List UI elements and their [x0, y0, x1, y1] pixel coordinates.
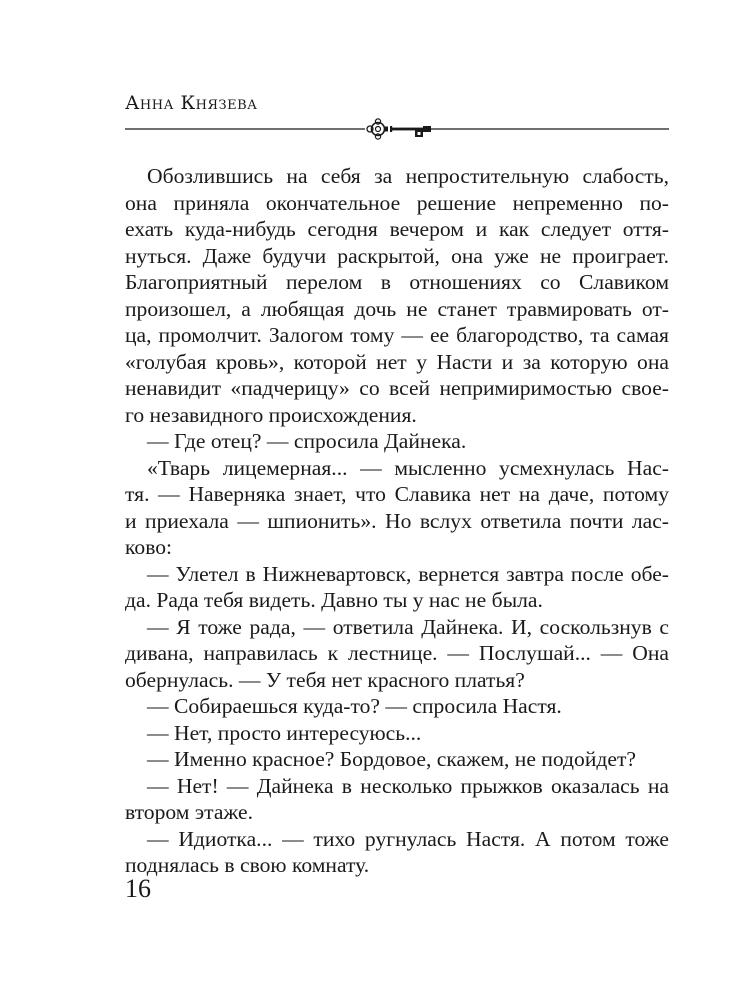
text-line: «голубая кровь», которой нет у Насти и за которую она — [125, 349, 669, 374]
text-line: она приняла окончательное решение непременно по- — [125, 190, 669, 215]
page-number: 16 — [125, 874, 151, 903]
text-line: — Где отец? — спросила Дайнека. — [147, 429, 467, 453]
author-name: Анна Князева — [125, 92, 258, 114]
text-line: ненавидит «падчерицу» со всей непримиримостью свое- — [125, 376, 669, 400]
text-line: произошел, а любящая дочь не станет травмировать от- — [125, 296, 669, 321]
text-line: ца, промолчит. Залогом тому — ее благородство, та самая — [125, 323, 669, 347]
text-line: «Тварь лицемерная... — мысленно усмехнулась Нас- — [147, 455, 669, 480]
text-line: втором этаже. — [125, 800, 254, 824]
text-line: дивана, направилась к лестнице. — Послушай... — Она — [125, 641, 669, 665]
header-rule-with-key — [125, 117, 669, 141]
text-line: — Нет! — Дайнека в несколько прыжков оказалась на — [147, 773, 669, 798]
text-line: ково: — [125, 535, 173, 559]
text-line: тя. — Наверняка знает, что Славика нет на даче, потому — [125, 482, 669, 506]
text-line: да. Рада тебя видеть. Давно ты у нас не была. — [125, 588, 543, 612]
text-line: — Я тоже рада, — ответила Дайнека. И, соскользнув с — [147, 614, 669, 639]
text-line: Благоприятный перелом в отношениях со Славиком — [125, 270, 669, 294]
text-line: ехать куда-нибудь сегодня вечером и как следует оття- — [125, 217, 669, 241]
text-line: нуться. Даже будучи раскрытой, она уже не проиграет. — [125, 243, 669, 268]
body-text — [125, 163, 669, 879]
text-line: и приехала — шпионить». Но вслух ответила почти лас- — [125, 508, 669, 533]
text-line: обернулась. — У тебя нет красного платья? — [125, 667, 525, 692]
text-line: — Нет, просто интересуюсь... — [147, 720, 422, 745]
key-ornament-icon — [125, 119, 669, 139]
running-head-author — [125, 92, 257, 114]
text-line: — Именно красное? Бордовое, скажем, не подойдет? — [147, 747, 636, 771]
text-line: — Идиотка... — тихо ругнулась Настя. А потом тоже — [147, 826, 669, 851]
text-line: поднялась в свою комнату. — [125, 853, 370, 877]
text-line: Обозлившись на себя за непростительную слабость, — [147, 164, 669, 188]
text-line: — Собираешься куда-то? — спросила Настя. — [147, 694, 562, 718]
text-line: — Улетел в Нижневартовск, вернется завтра после обе- — [147, 561, 669, 586]
text-line: го незавидного происхождения. — [125, 402, 417, 427]
